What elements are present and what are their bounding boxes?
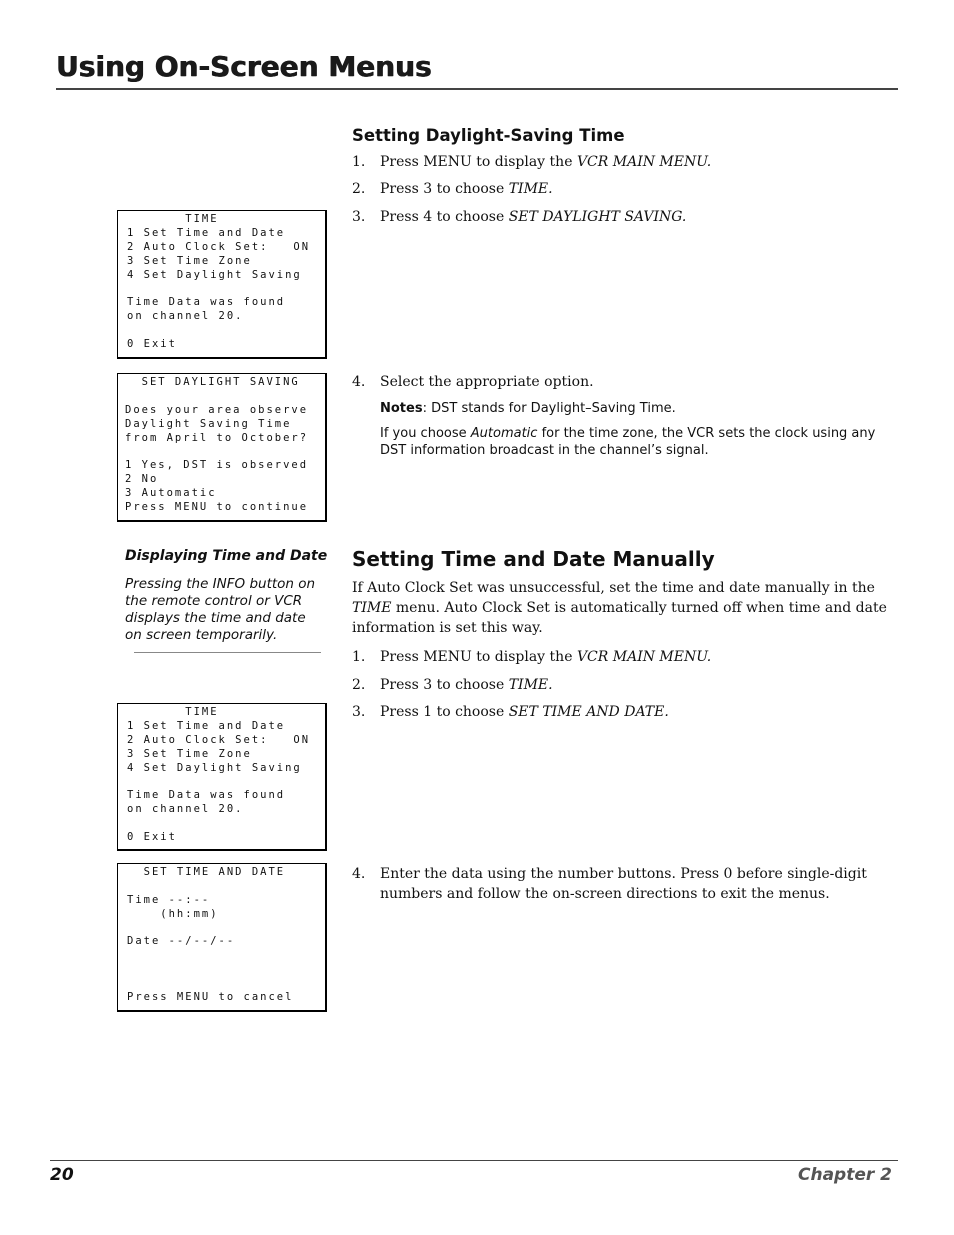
step-text: Press MENU to display the	[380, 649, 577, 665]
step-emphasis: SET TIME AND DATE.	[508, 704, 669, 720]
screen-line: 1 Set Time and Date	[127, 719, 286, 732]
intro-emphasis: TIME	[352, 600, 392, 616]
screen-line: Press MENU to continue	[125, 501, 309, 514]
notes-text: : DST stands for Daylight–Saving Time.	[422, 401, 676, 416]
set-time-menu-screen	[117, 863, 327, 1012]
screen-line: Date --/--/--	[127, 935, 236, 948]
screen-line	[127, 324, 325, 338]
screen-line: 0 Exit	[127, 831, 177, 844]
manual-step-1	[352, 647, 892, 667]
screen-line: Press MENU to cancel	[127, 991, 294, 1004]
step-text: Press 4 to choose	[380, 209, 509, 225]
step-text: Press 1 to choose	[380, 704, 509, 720]
screen-line: SET DAYLIGHT SAVING	[125, 376, 300, 388]
screen-line: Does your area observe	[125, 403, 309, 416]
note2-emphasis: Automatic	[470, 426, 538, 441]
screen-line: 4 Set Daylight Saving	[127, 268, 302, 281]
dst-menu-screen	[117, 373, 327, 522]
dst-step-3	[352, 207, 892, 227]
footer-divider	[50, 1160, 898, 1161]
step-number: 1.	[352, 649, 366, 665]
step-number: 4.	[352, 866, 366, 882]
step-text: Select the appropriate option.	[380, 374, 594, 390]
step-emphasis: VCR MAIN MENU.	[576, 154, 712, 170]
screen-line: TIME	[127, 213, 219, 225]
screen-line: on channel 20.	[127, 803, 244, 816]
screen-line	[125, 390, 325, 404]
manual-step-2	[352, 675, 892, 695]
screen-line: 4 Set Daylight Saving	[127, 761, 302, 774]
screen-line: Daylight Saving Time	[125, 417, 292, 430]
manual-step-4	[352, 864, 892, 904]
screen-line	[127, 949, 325, 963]
note2-pre: If you choose	[380, 426, 471, 441]
screen-line: 3 Set Time Zone	[127, 254, 252, 267]
screen-line	[127, 775, 325, 789]
screen-line: 0 Exit	[127, 338, 177, 351]
step-number: 3.	[352, 209, 366, 225]
step-emphasis: TIME.	[508, 677, 553, 693]
screen-line: from April to October?	[125, 431, 309, 444]
screen-line	[127, 977, 325, 991]
screen-line: 3 Set Time Zone	[127, 747, 252, 760]
step-emphasis: SET DAYLIGHT SAVING.	[508, 209, 687, 225]
step-number: 3.	[352, 704, 366, 720]
note2-post: for the time zone, the VCR sets the clock using any DST information broadcast in the channel’s signal.	[380, 426, 876, 458]
screen-line: Time Data was found	[127, 789, 286, 802]
screen-line: 1 Set Time and Date	[127, 226, 286, 239]
sidebar-text: Pressing the INFO button on the remote control or VCR displays the time and date on screen temporarily.	[125, 576, 316, 643]
time-menu-screen-2	[117, 703, 327, 851]
chapter-label: Chapter 2	[797, 1165, 892, 1185]
screen-line: 2 Auto Clock Set: ON	[127, 240, 311, 253]
screen-line: Time --:--	[127, 893, 211, 906]
page-title: Using On-Screen Menus	[56, 50, 432, 83]
screen-line: 3 Automatic	[125, 487, 217, 500]
dst-step-1	[352, 152, 892, 172]
screen-line	[127, 282, 325, 296]
screen-line	[127, 817, 325, 831]
screen-line	[127, 922, 325, 936]
manual-step-3	[352, 702, 892, 722]
step-emphasis: VCR MAIN MENU.	[576, 649, 712, 665]
screen-line	[125, 445, 325, 459]
page-number: 20	[50, 1165, 74, 1185]
dst-step-2	[352, 179, 892, 199]
title-divider	[56, 88, 898, 90]
dst-heading: Setting Daylight-Saving Time	[352, 126, 625, 145]
time-menu-screen	[117, 210, 327, 359]
step-text: Press 3 to choose	[380, 677, 509, 693]
dst-step-4	[352, 372, 892, 392]
screen-line: Time Data was found	[127, 296, 286, 309]
dst-note-2	[380, 425, 890, 459]
step-text: Press 3 to choose	[380, 181, 509, 197]
step-emphasis: TIME.	[508, 181, 553, 197]
screen-line: 1 Yes, DST is observed	[125, 459, 309, 472]
step-number: 4.	[352, 374, 366, 390]
manual-intro	[352, 578, 892, 638]
screen-line: TIME	[127, 706, 219, 718]
screen-line: (hh:mm)	[127, 907, 219, 920]
dst-note	[380, 400, 890, 417]
notes-label: Notes	[380, 401, 423, 416]
step-number: 1.	[352, 154, 366, 170]
sidebar-heading: Displaying Time and Date	[125, 548, 328, 564]
screen-line: 2 Auto Clock Set: ON	[127, 733, 311, 746]
step-number: 2.	[352, 677, 366, 693]
step-number: 2.	[352, 181, 366, 197]
screen-line	[127, 880, 325, 894]
intro-post: menu. Auto Clock Set is automatically turned off when time and date information is set this way.	[352, 600, 887, 636]
manual-heading: Setting Time and Date Manually	[352, 547, 715, 571]
screen-line: on channel 20.	[127, 310, 244, 323]
intro-pre: If Auto Clock Set was unsuccessful, set the time and date manually in the	[352, 580, 875, 596]
screen-line: SET TIME AND DATE	[127, 866, 286, 878]
step-text: Enter the data using the number buttons. Press 0 before single-digit numbers and follow the on-screen directions to exit the menus.	[380, 866, 867, 902]
step-text: Press MENU to display the	[380, 154, 577, 170]
screen-line	[127, 963, 325, 977]
screen-line: 2 No	[125, 473, 159, 486]
sidebar-divider	[134, 652, 321, 653]
